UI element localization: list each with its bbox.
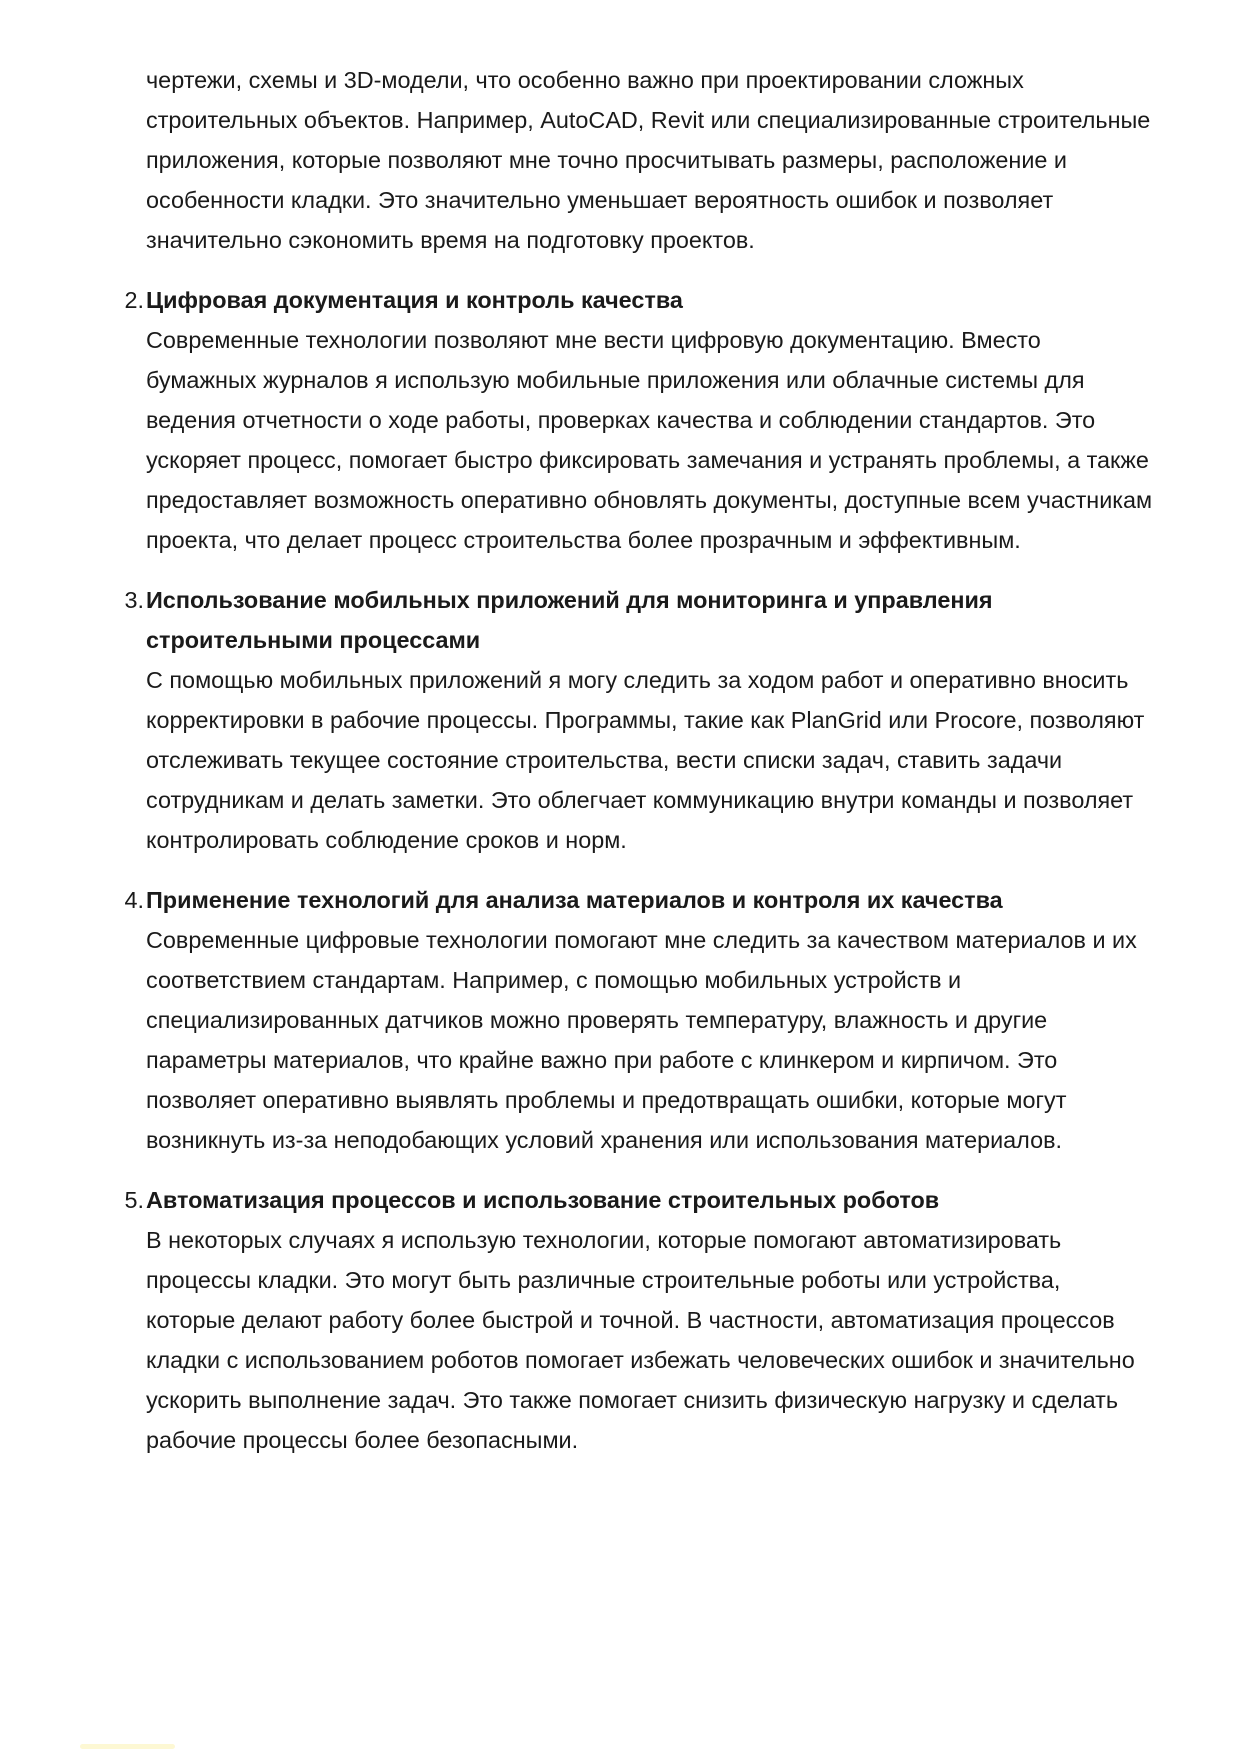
- list-item-2: [124, 280, 1156, 560]
- list-item-body: С помощью мобильных приложений я могу следить за ходом работ и оперативно вносить корректировки в рабочие процессы. Программы, такие как PlanGrid или Procore, позволяют отслеживать текущее состояние строительства, вести списки задач, ставить задачи сотрудникам и делать заметки. Это облегчает коммуникацию внутри команды и позволяет контролировать соблюдение сроков и норм.: [146, 667, 1145, 853]
- list-item-5: [124, 1180, 1156, 1460]
- list-item-title: Автоматизация процессов и использование строительных роботов: [146, 1187, 940, 1213]
- list-item-number: 5.: [124, 1187, 144, 1213]
- list-item-number: 2.: [124, 287, 144, 313]
- list-item-body: Современные цифровые технологии помогают мне следить за качеством материалов и их соответствием стандартам. Например, с помощью мобильных устройств и специализированных датчиков можно проверять температуру, влажность и другие параметры материалов, что крайне важно при работе с клинкером и кирпичом. Это позволяет оперативно выявлять проблемы и предотвращать ошибки, которые могут возникнуть из-за неподобающих условий хранения или использования материалов.: [146, 927, 1137, 1153]
- list-item-number: 3.: [124, 587, 144, 613]
- list-item-title: Использование мобильных приложений для мониторинга и управления строительными процессами: [146, 587, 993, 653]
- list-item-3: [124, 580, 1156, 860]
- list-item-title: Цифровая документация и контроль качества: [146, 287, 683, 313]
- faint-highlight-mark: [80, 1744, 175, 1749]
- list-item-4: [124, 880, 1156, 1160]
- document-content: [124, 60, 1156, 1460]
- list-item-body: В некоторых случаях я использую технологии, которые помогают автоматизировать процессы кладки. Это могут быть различные строительные роботы или устройства, которые делают работу более быстрой и точной. В частности, автоматизация процессов кладки с использованием роботов помогает избежать человеческих ошибок и значительно ускорить выполнение задач. Это также помогает снизить физическую нагрузку и сделать рабочие процессы более безопасными.: [146, 1227, 1135, 1453]
- list-item-number: 4.: [124, 887, 144, 913]
- list-item-title: Применение технологий для анализа материалов и контроля их качества: [146, 887, 1003, 913]
- intro-paragraph: чертежи, схемы и 3D-модели, что особенно важно при проектировании сложных строительных объектов. Например, AutoCAD, Revit или специализированные строительные приложения, которые позволяют мне точно просчитывать размеры, расположение и особенности кладки. Это значительно уменьшает вероятность ошибок и позволяет значительно сэкономить время на подготовку проектов.: [146, 67, 1151, 253]
- list-item-body: Современные технологии позволяют мне вести цифровую документацию. Вместо бумажных журналов я использую мобильные приложения или облачные системы для ведения отчетности о ходе работы, проверках качества и соблюдении стандартов. Это ускоряет процесс, помогает быстро фиксировать замечания и устранять проблемы, а также предоставляет возможность оперативно обновлять документы, доступные всем участникам проекта, что делает процесс строительства более прозрачным и эффективным.: [146, 327, 1153, 553]
